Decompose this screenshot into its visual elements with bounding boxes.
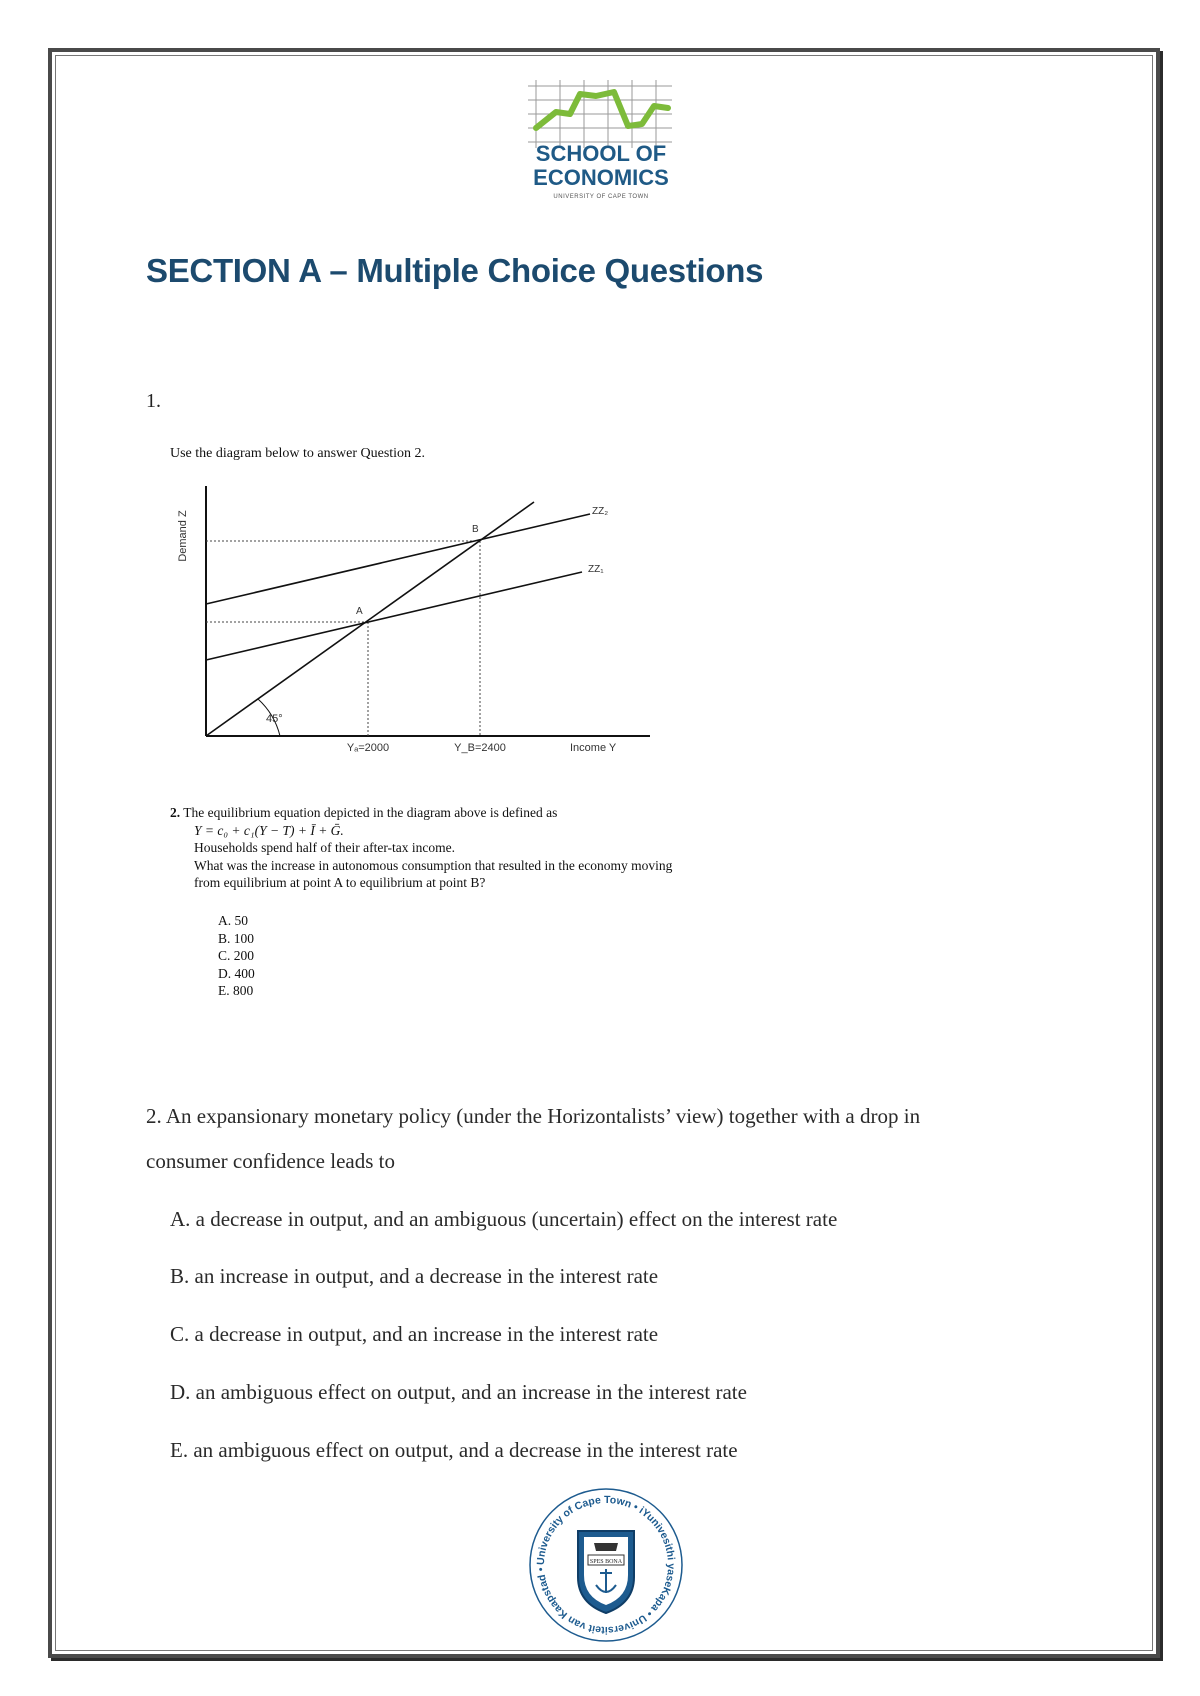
school-of-economics-logo <box>522 78 680 206</box>
q2-option-b: B. an increase in output, and a decrease in the interest rate <box>170 1264 659 1288</box>
option-b: B. 100 <box>218 930 255 946</box>
series-45-degree-line <box>206 502 534 736</box>
question-line-5: from equilibrium at point A to equilibrium at point B? <box>194 875 486 890</box>
question-2-options <box>218 912 255 1000</box>
point-b-label: B <box>472 524 479 535</box>
option-e: E. 800 <box>218 983 254 998</box>
university-seal <box>526 1485 686 1645</box>
question-2-number: 2. <box>170 805 181 820</box>
point-a-label: A <box>356 606 363 617</box>
logo-line-1: SCHOOL OF <box>535 141 667 166</box>
question-line-3: Households spend half of their after-tax income. <box>194 840 456 855</box>
question-line-1: The equilibrium equation depicted in the diagram above is defined as <box>183 805 558 820</box>
option-a: A. 50 <box>218 913 248 928</box>
question-line-equation: Y = c₀ + c₁(Y − T) + Ī + Ḡ. <box>194 822 344 838</box>
q2-option-e: E. an ambiguous effect on output, and a decrease in the interest rate <box>170 1438 738 1462</box>
series-label-zz1: ZZ₁ <box>588 564 604 575</box>
question-2-text-block <box>170 804 672 892</box>
question-1-number: 1. <box>146 390 161 412</box>
option-d: D. 400 <box>218 965 255 981</box>
embedded-question-figure <box>170 446 790 1006</box>
logo-subtitle: UNIVERSITY OF CAPE TOWN <box>553 194 649 200</box>
series-zz1-line <box>206 572 582 660</box>
logo-graph-icon <box>522 78 680 150</box>
logo-line-2: ECONOMICS <box>533 165 669 190</box>
series-label-zz2: ZZ₂ <box>592 506 609 517</box>
series-zz2-line <box>206 514 590 604</box>
keynesian-cross-chart <box>170 476 650 796</box>
seal-banner-text: SPES BONA <box>589 1559 623 1565</box>
diagram-instruction: Use the diagram below to answer Question 2. <box>170 446 426 461</box>
q2-stem-line-2: consumer confidence leads to <box>146 1149 395 1173</box>
section-heading: SECTION A – Multiple Choice Questions <box>146 252 764 289</box>
x-tick-label-b: Y_B=2400 <box>454 742 506 754</box>
x-axis-label: Income Y <box>570 742 617 754</box>
q2-stem-line-1: 2. An expansionary monetary policy (under the Horizontalists’ view) together with a drop in <box>146 1104 921 1128</box>
q2-option-d: D. an ambiguous effect on output, and an increase in the interest rate <box>170 1380 747 1404</box>
seal-ring-text: University of Cape Town • iYunivesithi yaseKapa • Universiteit van Kaapstad • <box>534 1493 678 1637</box>
series-label-45: 45° <box>266 713 283 725</box>
seal-crest-icon <box>594 1543 618 1551</box>
question-line-4: What was the increase in autonomous consumption that resulted in the economy moving <box>194 857 673 873</box>
q2-option-c: C. a decrease in output, and an increase in the interest rate <box>170 1322 659 1346</box>
x-tick-label-a: Yₐ=2000 <box>346 742 390 754</box>
q2-option-a: A. a decrease in output, and an ambiguous (uncertain) effect on the interest rate <box>170 1207 838 1231</box>
y-axis-label: Demand Z <box>177 510 189 562</box>
option-c: C. 200 <box>218 948 255 963</box>
